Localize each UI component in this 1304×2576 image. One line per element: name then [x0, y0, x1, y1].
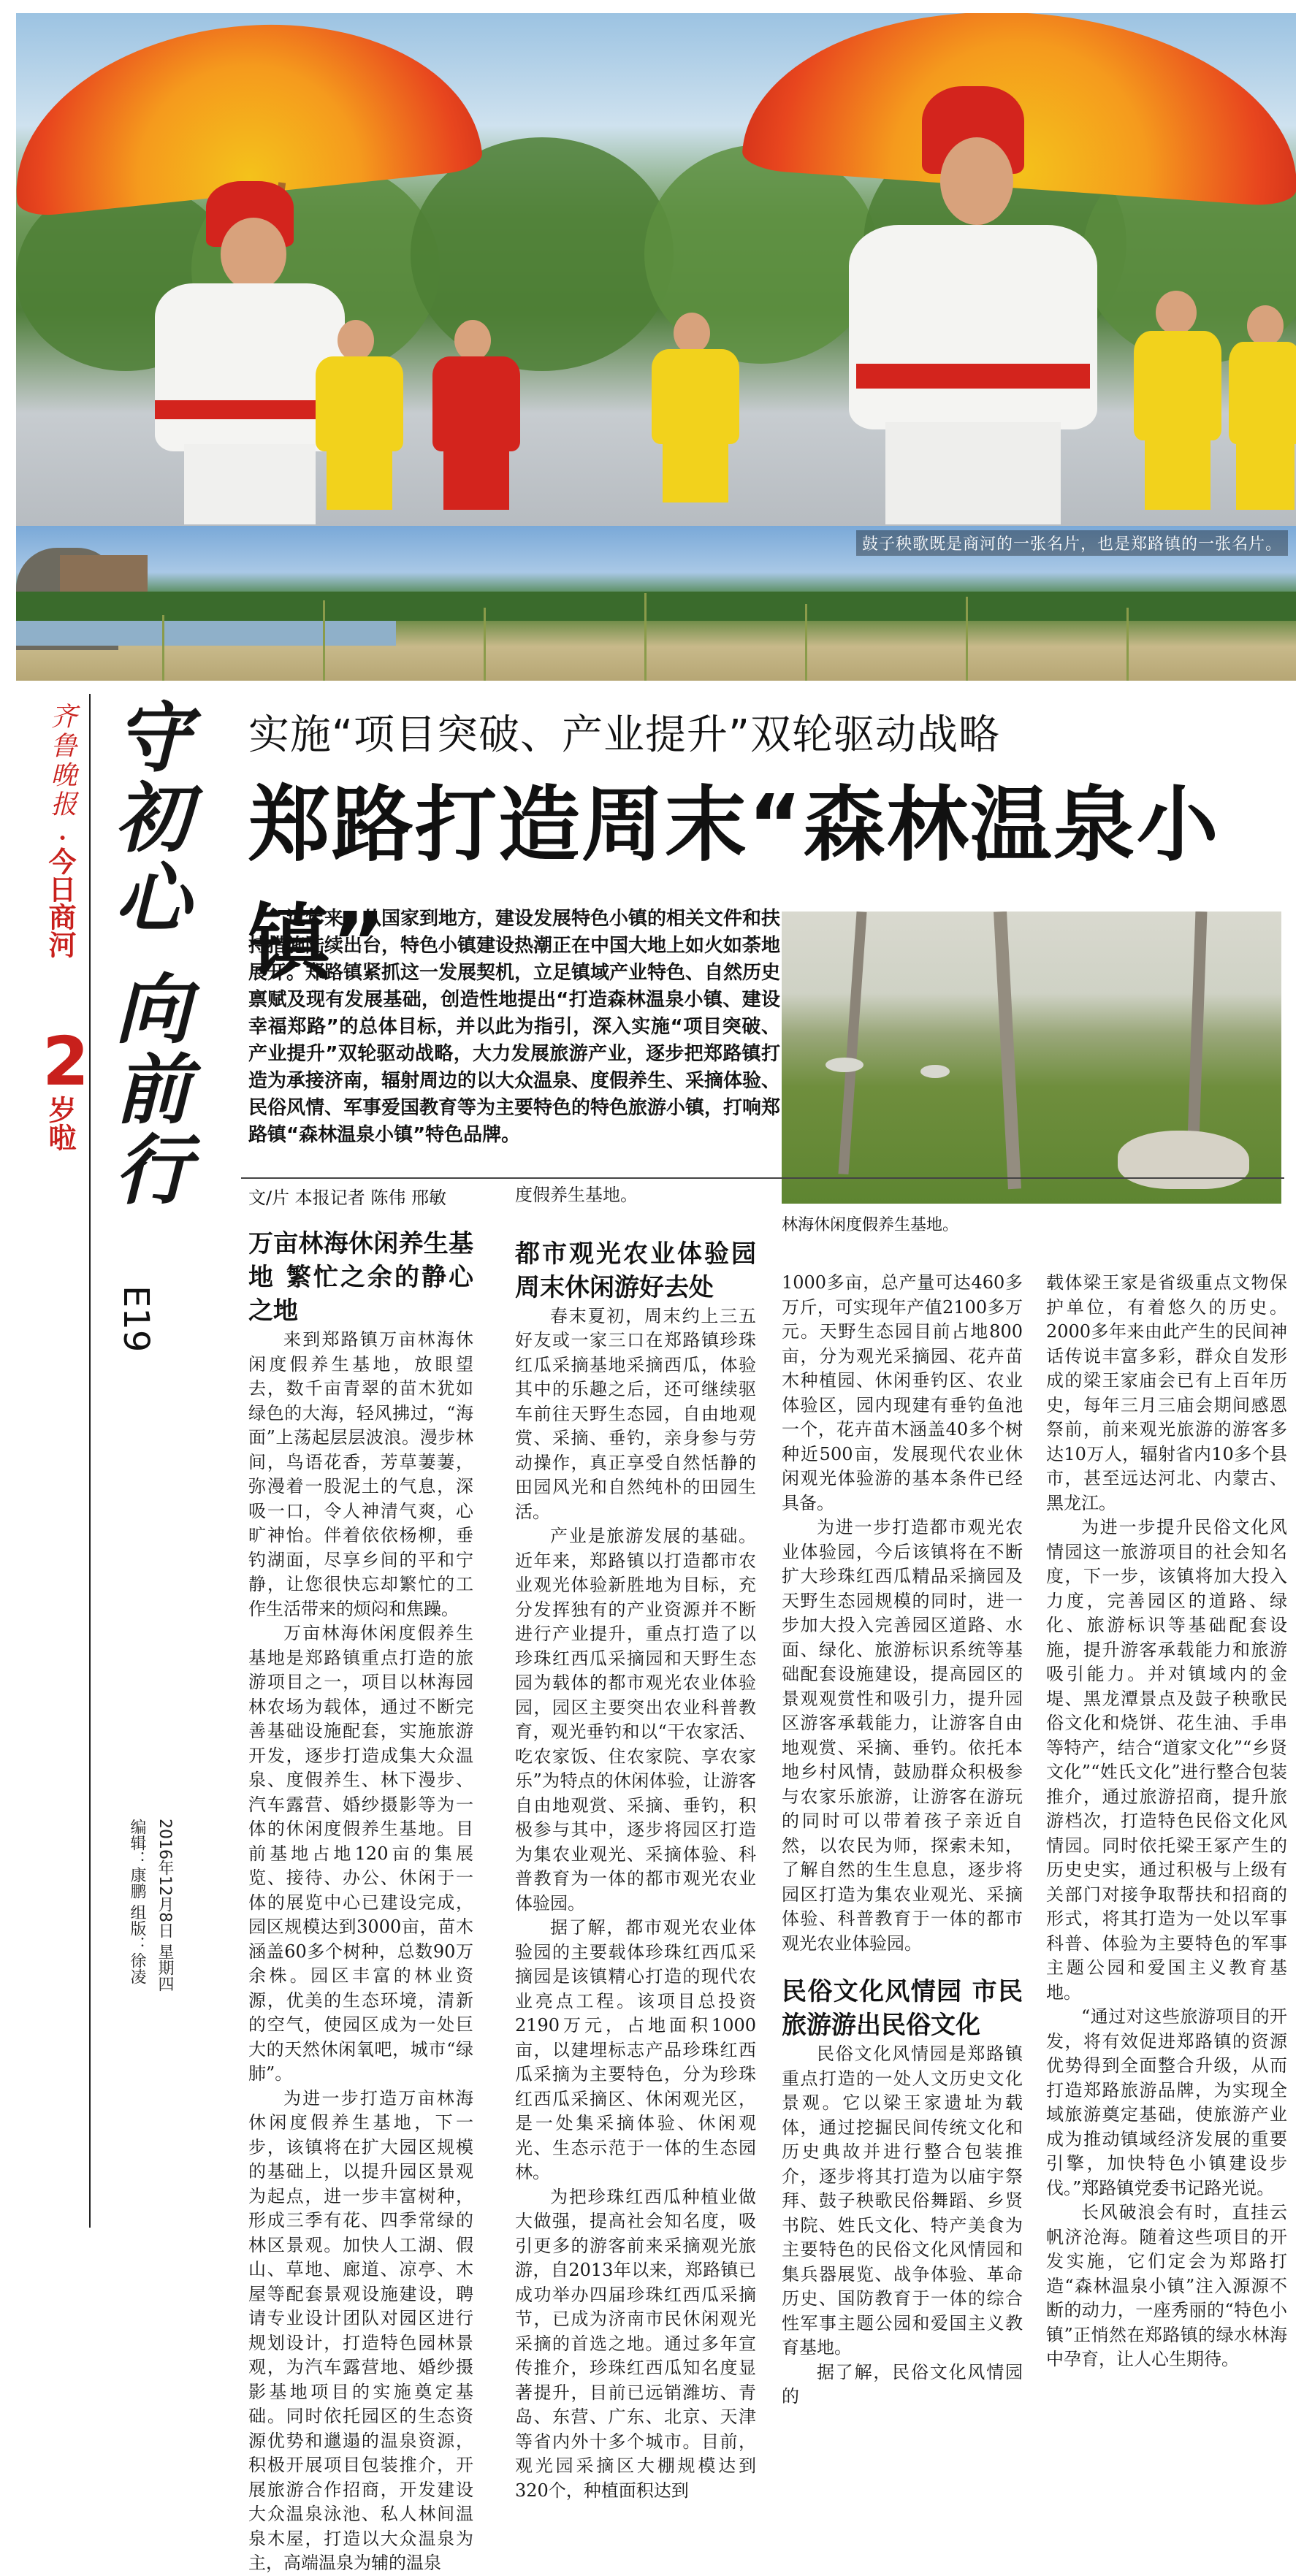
- col1-paragraph: 来到郑路镇万亩林海休闲度假养生基地，放眼望去，数千亩青翠的苗木犹如绿色的大海，轻风拂过，“海面”上荡起层层波浪。漫步林间，鸟语花香，芳草萋萋，弥漫着一股泥土的气息，深吸一口，令人神清气爽，心旷神怡。伴着依依杨柳，垂钓湖面，尽享乡间的平和宁静，让您很快忘却繁忙的工作生活带来的烦闷和焦躁。: [248, 1329, 473, 1619]
- byline: 文/片 本报记者 陈伟 邢敏: [248, 1188, 446, 1208]
- forest-photo: [782, 911, 1281, 1204]
- forest-photo-caption: 林海休闲度假养生基地。: [782, 1216, 959, 1234]
- col3-paragraph: 为进一步打造都市观光农业体验园，今后该镇将在不断扩大珍珠红西瓜精品采摘园及天野生态园规模的同时，进一步加大投入完善园区道路、水面、绿化、旅游标识系统等基础配套设施建设，提高园区的景观观赏性和吸引力，提升园区游客承载能力，让游客自由地观赏、采摘、垂钓。依托本地乡村风情，鼓励群众积极参与农家乐旅游，让游客在游玩的同时可以带着孩子亲近自然，以农民为师，探索未知，了解自然的生生息息，逐步将园区打造为集农业观光、采摘体验、科普教育于一体的都市观光农业体验园。: [782, 1517, 1023, 1954]
- editor-credits: 编辑：康鹏 组版：徐凌: [128, 1819, 146, 1984]
- section-title-folk: 民俗文化风情园 市民旅游游出民俗文化: [782, 1977, 1023, 2040]
- lead-paragraph: 近年来，从国家到地方，建设发展特色小镇的相关文件和扶持措施陆续出台，特色小镇建设热潮正在中国大地上如火如荼地展开。郑路镇紧抓这一发展契机，立足镇域产业特色、自然历史禀赋及现有发展基础，创造性地提出“打造森林温泉小镇、建设幸福郑路”的总体目标，并以此为指引，深入实施“项目突破、产业提升”双轮驱动战略，大力发展旅游产业，逐步把郑路镇打造为承接济南，辐射周边的以大众温泉、度假养生、采摘体验、民俗风情、军事爱国教育等为主要特色的特色旅游小镇，打响郑路镇“森林温泉小镇”特色品牌。: [248, 908, 781, 1146]
- masthead-dot: ·: [58, 824, 67, 852]
- masthead-divider: [89, 694, 91, 2228]
- section-title-agri: 都市观光农业体验园 周末休闲游好去处: [515, 1239, 756, 1302]
- col4-paragraph: “通过对这些旅游项目的开发，将有效促进郑路镇的资源优势得到全面整合升级，从而打造郑路旅游品牌，为实现全域旅游奠定基础，使旅游产业成为推动镇域经济发展的重要引擎，加快特色小镇建设步伐。”郑路镇党委书记路光说。: [1046, 2006, 1287, 2198]
- col1-paragraph: 为进一步打造万亩林海休闲度假养生基地，下一步，该镇将在扩大园区规模的基础上，以提升园区景观为起点，进一步丰富树种，形成三季有花、四季常绿的林区景观。加快人工湖、假山、草地、廊道、凉亭、木屋等配套景观设施建设，聘请专业设计团队对园区进行规划设计，打造特色园林景观，为汽车露营地、婚纱摄影基地项目的实施奠定基础。同时依托园区的生态资源优势和邋遢的温泉资源，积极开展项目包装推介，开展旅游合作招商，开发建设大众温泉泳池、私人林间温泉木屋，打造以大众温泉为主，高端温泉为辅的温泉: [248, 2087, 473, 2573]
- column-1: [248, 1227, 473, 2576]
- col3-paragraph: 据了解，民俗文化风情园的: [782, 2361, 1023, 2407]
- col2-paragraph: 为把珍珠红西瓜种植业做大做强，提高社会知名度，吸引更多的游客前来采摘观光旅游，自2013年以来，郑路镇已成功举办四届珍珠红西瓜采摘节，已成为济南市民休闲观光采摘的首选之地。通过多年宣传推介，珍珠红西瓜知名度显著提升，目前已远销潍坊、青岛、东营、广东、北京、天津等省内外十多个城市。目前，观光园采摘区大棚规模达到320个，种植面积达到: [515, 2186, 756, 2501]
- col4-paragraph: 载体梁王家是省级重点文物保护单位，有着悠久的历史。2000多年来由此产生的民间神话传说丰富多彩，群众自发形成的梁王家庙会已有上百年历史，每年三月三庙会期间感恩祭前，前来观光旅游的游客多达10万人，辐射省内10多个县市，甚至远达河北、内蒙古、黑龙江。: [1046, 1272, 1287, 1513]
- col3-paragraph: 1000多亩，总产量可达460多万斤，可实现年产值2100多万元。天野生态园目前占地800亩，分为观光采摘园、花卉苗木种植园、休闲垂钓区、农业体验区，园内现建有垂钓鱼池一个，花卉苗木涵盖40多个树种近500亩，发展现代农业休闲观光体验游的基本条件已经具备。: [782, 1272, 1023, 1513]
- issue-date: 2016年12月8日 星期四: [156, 1819, 174, 1992]
- lead-divider: [241, 1177, 1284, 1179]
- col4-paragraph: 长风破浪会有时，直挂云帆济沧海。随着这些项目的开发实施，它们定会为郑路打造“森林温泉小镇”注入源源不断的动力，一座秀丽的“特色小镇”正悄然在郑路镇的绿水林海中孕育，让人心生期待。: [1046, 2202, 1287, 2369]
- col2-paragraph: 产业是旅游发展的基础。近年来，郑路镇以打造都市农业观光体验新胜地为目标，充分发挥独有的产业资源并不断进行产业提升，重点打造了以珍珠红西瓜采摘园和天野生态园为载体的都市观光农业体验园，园区主要突出农业科普教育，观光垂钓和以“干农家活、吃农家饭、住农家院、享农家乐”为特点的休闲体验，让游客自由地观赏、采摘、垂钓，积极参与其中，逐步将园区打造为集农业观光、采摘体验、科普教育为一体的都市观光农业体验园。: [515, 1526, 756, 1914]
- col4-paragraph: 为进一步提升民俗文化风情园这一旅游项目的社会知名度，下一步，该镇将加大投入力度，完善园区的道路、绿化、旅游标识等基础配套设施，提升游客承载能力和旅游吸引能力。并对镇域内的金堤、黑龙潭景点及鼓子秧歌民俗文化和烧饼、花生油、手串等特产，结合“道家文化”“乡贤文化”“姓氏文化”进行整合包装推介，通过旅游招商，提升旅游档次，打造特色民俗文化风情园。同时依托梁王冢产生的历史史实，通过积极与上级有关部门对接争取帮扶和招商的形式，将其打造为一处以军事科普、体验为主要特色的军事主题公园和爱国主义教育基地。: [1046, 1517, 1287, 2003]
- slogan: 守初心 向前行: [102, 697, 191, 1211]
- dance-photo: [16, 13, 1296, 526]
- col2-continuation: 度假养生基地。: [515, 1185, 638, 1205]
- col3-paragraph: 民俗文化风情园是郑路镇重点打造的一处人文历史文化景观。它以梁王家遗址为载体，通过挖掘民间传统文化和历史典故并进行整合包装推介，逐步将其打造为以庙宇祭拜、鼓子秧歌民俗舞蹈、乡贤书院、姓氏文化、特产美食为主要特色的民俗文化风情园和集兵器展览、战争体验、革命历史、国防教育于一体的综合性军事主题公园和爱国主义教育基地。: [782, 2044, 1023, 2358]
- col1-paragraph: 万亩林海休闲度假养生基地是郑路镇重点打造的旅游项目之一，项目以林海园林农场为载体，通过不断完善基础设施配套，实施旅游开发，逐步打造成集大众温泉、度假养生、林下漫步、汽车露营、婚纱摄影等为一体的休闲度假养生基地。目前基地占地120亩的集展览、接待、办公、休闲于一体的展览中心已建设完成，园区规模达到3000亩，苗木涵盖60多个树种，总数90万余株。园区丰富的林业资源，优美的生态环境，清新的空气，使园区成为一处巨大的天然休闲氧吧，城市“绿肺”。: [248, 1623, 473, 2084]
- top-photo-caption: 鼓子秧歌既是商河的一张名片，也是郑路镇的一张名片。: [856, 530, 1288, 556]
- age-unit: 岁啦: [44, 1096, 76, 1151]
- col2-paragraph: 据了解，都市观光农业体验园的主要载体珍珠红西瓜采摘园是该镇精心打造的现代农业亮点工程。该项目总投资2190万元，占地面积1000亩，以建埋标志产品珍珠红西瓜采摘为主要特色，分为珍珠红西瓜采摘区、休闲观光区，是一处集采摘体验、休闲观光、生态示范于一体的生态园林。: [515, 1917, 756, 2182]
- page-number: E19: [115, 1285, 156, 1353]
- section-title-forest: 万亩林海休闲养生基地 繁忙之余的静心之地: [248, 1229, 473, 1326]
- column-2: [515, 1183, 756, 2503]
- today-shanghe: 今日商河: [44, 847, 76, 958]
- column-4: [1046, 1271, 1287, 2372]
- headline: 郑路打造周末“森林温泉小镇”: [248, 778, 1220, 990]
- col2-paragraph: 春末夏初，周末约上三五好友或一家三口在郑路镇珍珠红瓜采摘基地采摘西瓜，体验其中的乐趣之后，还可继续驱车前往天野生态园，自由地观赏、采摘、垂钓，亲身参与劳动操作，真正享受自然恬静的田园风光和自然纯朴的田园生活。: [515, 1305, 756, 1522]
- subheadline: 实施“项目突破、产业提升”双轮驱动战略: [248, 711, 1001, 759]
- age-number: 2: [42, 1023, 90, 1101]
- paper-name: 齐鲁晚报: [47, 703, 77, 819]
